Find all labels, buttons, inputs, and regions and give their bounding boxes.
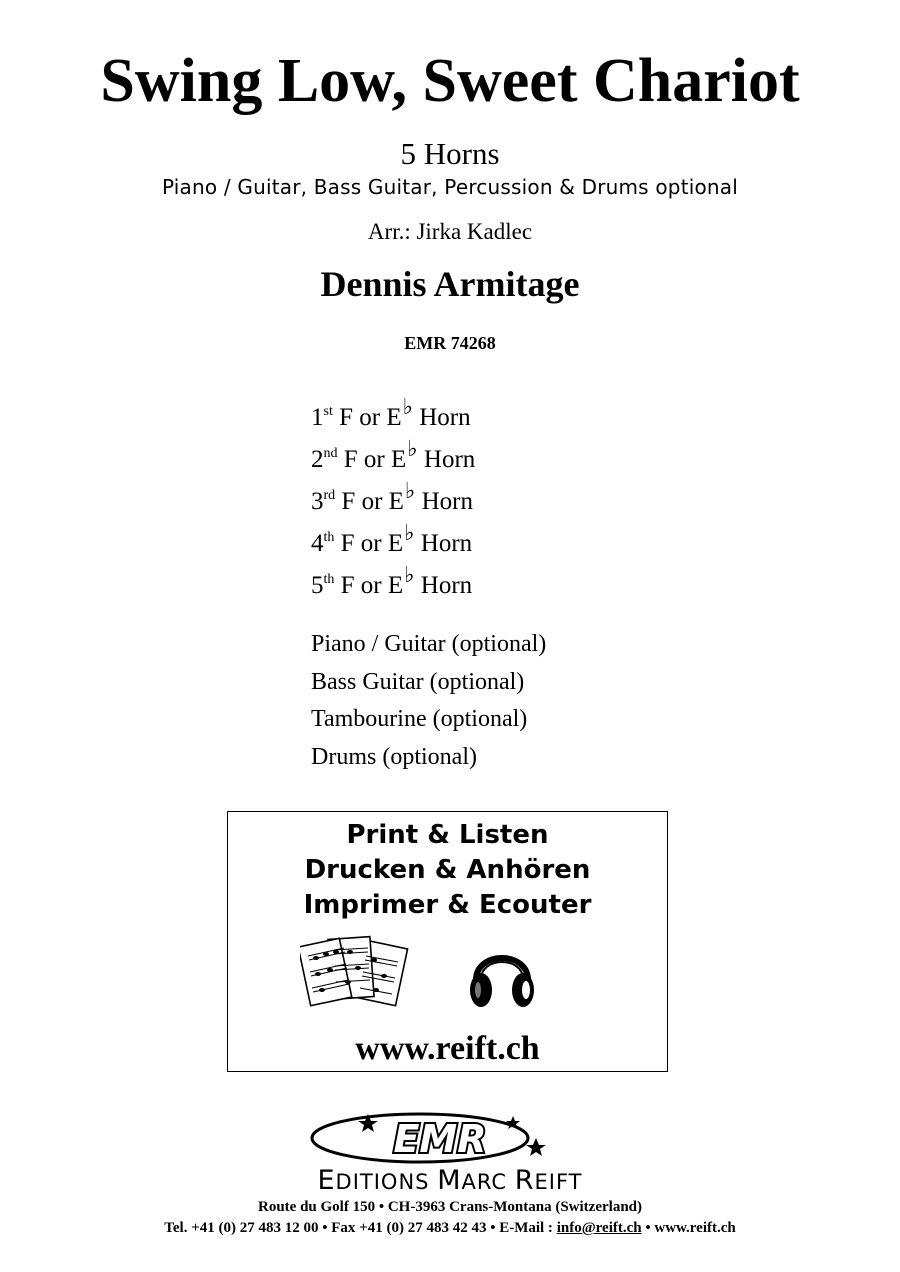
emr-logo <box>300 1108 600 1168</box>
optional-parts-list <box>311 626 546 776</box>
flat-sign-icon: ♭ <box>404 562 415 587</box>
flat-sign-icon: ♭ <box>404 478 416 503</box>
composer-name: Dennis Armitage <box>320 264 580 304</box>
list-item: 2nd F or E♭ Horn <box>311 436 476 473</box>
publisher-address: Route du Golf 150 • CH-3963 Crans-Montana (Switzerland) <box>258 1199 642 1215</box>
instrumentation-line: Piano / Guitar, Bass Guitar, Percussion & Drums optional <box>161 175 739 199</box>
subtitle: 5 Horns <box>400 136 500 171</box>
publisher-name: EDITIONS MARC REIFT <box>317 1165 583 1196</box>
print-listen-box <box>227 811 668 1072</box>
email-link[interactable]: info@reift.ch <box>556 1220 642 1236</box>
flat-sign-icon: ♭ <box>407 436 418 461</box>
list-item: Bass Guitar (optional) <box>311 668 525 695</box>
list-item: Tambourine (optional) <box>311 706 528 732</box>
catalog-number: EMR 74268 <box>404 333 496 353</box>
headphones-icon <box>466 936 538 1012</box>
flat-sign-icon: ♭ <box>404 520 415 545</box>
list-item: Drums (optional) <box>311 743 477 770</box>
list-item: Piano / Guitar (optional) <box>311 631 547 657</box>
list-item: 3rd F or E♭ Horn <box>311 478 473 515</box>
svg-text:EMR: EMR <box>393 1117 487 1161</box>
publisher-contact: Tel. +41 (0) 27 483 12 00 • Fax +41 (0) 27 483 42 43 • E-Mail : info@reift.ch • www.reift.ch <box>164 1220 736 1236</box>
promo-line-french: Imprimer & Ecouter <box>303 890 592 920</box>
page-title: Swing Low, Sweet Chariot <box>100 47 800 115</box>
list-item: 4th F or E♭ Horn <box>311 520 473 557</box>
promo-website-link[interactable]: www.reift.ch <box>355 1030 540 1067</box>
sheet-music-icon <box>300 932 412 1008</box>
flat-sign-icon: ♭ <box>402 394 413 419</box>
list-item: 5th F or E♭ Horn <box>311 562 473 599</box>
list-item: 1st F or E♭ Horn <box>311 394 471 431</box>
promo-line-german: Drucken & Anhören <box>304 855 591 885</box>
promo-line-english: Print & Listen <box>346 820 549 850</box>
horn-parts-list <box>311 394 476 609</box>
arranger-credit: Arr.: Jirka Kadlec <box>367 219 533 244</box>
